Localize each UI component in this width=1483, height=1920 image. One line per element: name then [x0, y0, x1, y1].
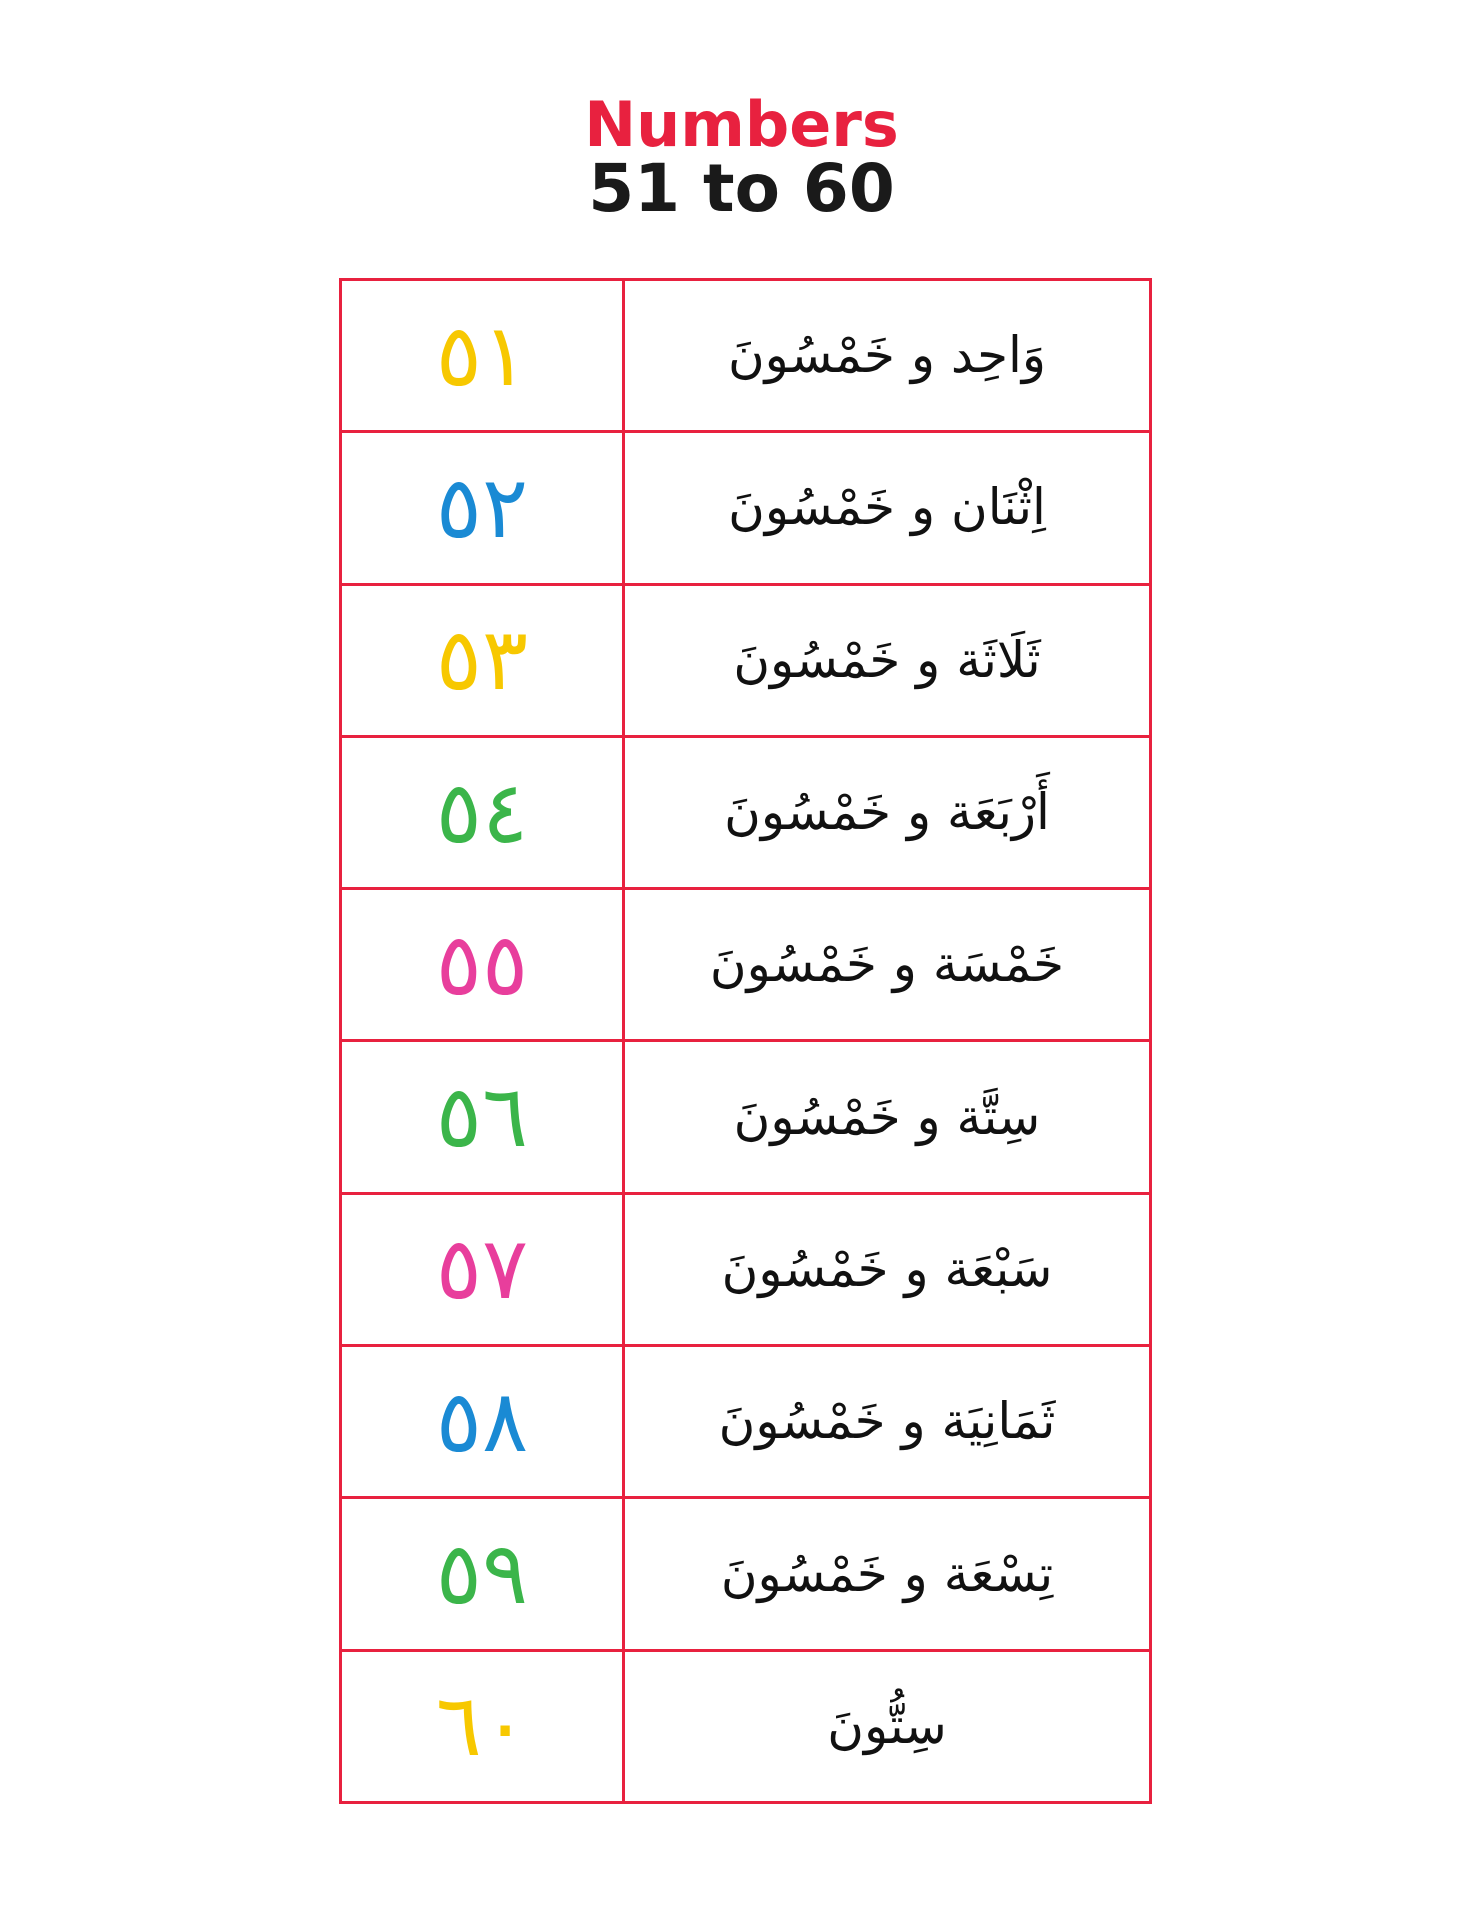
table-row — [341, 1041, 1151, 1193]
arabic-numeral: ٥٩ — [341, 1498, 624, 1650]
arabic-numeral: ٥٦ — [341, 1041, 624, 1193]
table-row — [341, 1346, 1151, 1498]
table-row — [341, 1498, 1151, 1650]
table-row — [341, 1650, 1151, 1802]
table-row — [341, 1193, 1151, 1345]
table-row — [341, 889, 1151, 1041]
arabic-number-word: سِتُّونَ — [624, 1650, 1151, 1802]
arabic-number-word: ثَلَاثَة و خَمْسُونَ — [624, 584, 1151, 736]
table-row — [341, 736, 1151, 888]
numbers-table — [339, 278, 1152, 1804]
arabic-number-word: تِسْعَة و خَمْسُونَ — [624, 1498, 1151, 1650]
arabic-numeral: ٥٢ — [341, 432, 624, 584]
arabic-numeral: ٦٠ — [341, 1650, 624, 1802]
arabic-numeral: ٥٧ — [341, 1193, 624, 1345]
page-title: Numbers — [584, 88, 899, 161]
table-row — [341, 584, 1151, 736]
table-row — [341, 280, 1151, 432]
arabic-numeral: ٥٨ — [341, 1346, 624, 1498]
arabic-numeral: ٥٤ — [341, 736, 624, 888]
arabic-number-word: ثَمَانِيَة و خَمْسُونَ — [624, 1346, 1151, 1498]
arabic-number-word: خَمْسَة و خَمْسُونَ — [624, 889, 1151, 1041]
arabic-numeral: ٥٣ — [341, 584, 624, 736]
arabic-number-word: سَبْعَة و خَمْسُونَ — [624, 1193, 1151, 1345]
arabic-numeral: ٥٥ — [341, 889, 624, 1041]
arabic-number-word: سِتَّة و خَمْسُونَ — [624, 1041, 1151, 1193]
arabic-number-word: وَاحِد و خَمْسُونَ — [624, 280, 1151, 432]
table-row — [341, 432, 1151, 584]
arabic-number-word: اِثْنَان و خَمْسُونَ — [624, 432, 1151, 584]
page-subtitle: 51 to 60 — [588, 150, 895, 227]
arabic-numeral: ٥١ — [341, 280, 624, 432]
arabic-number-word: أَرْبَعَة و خَمْسُونَ — [624, 736, 1151, 888]
